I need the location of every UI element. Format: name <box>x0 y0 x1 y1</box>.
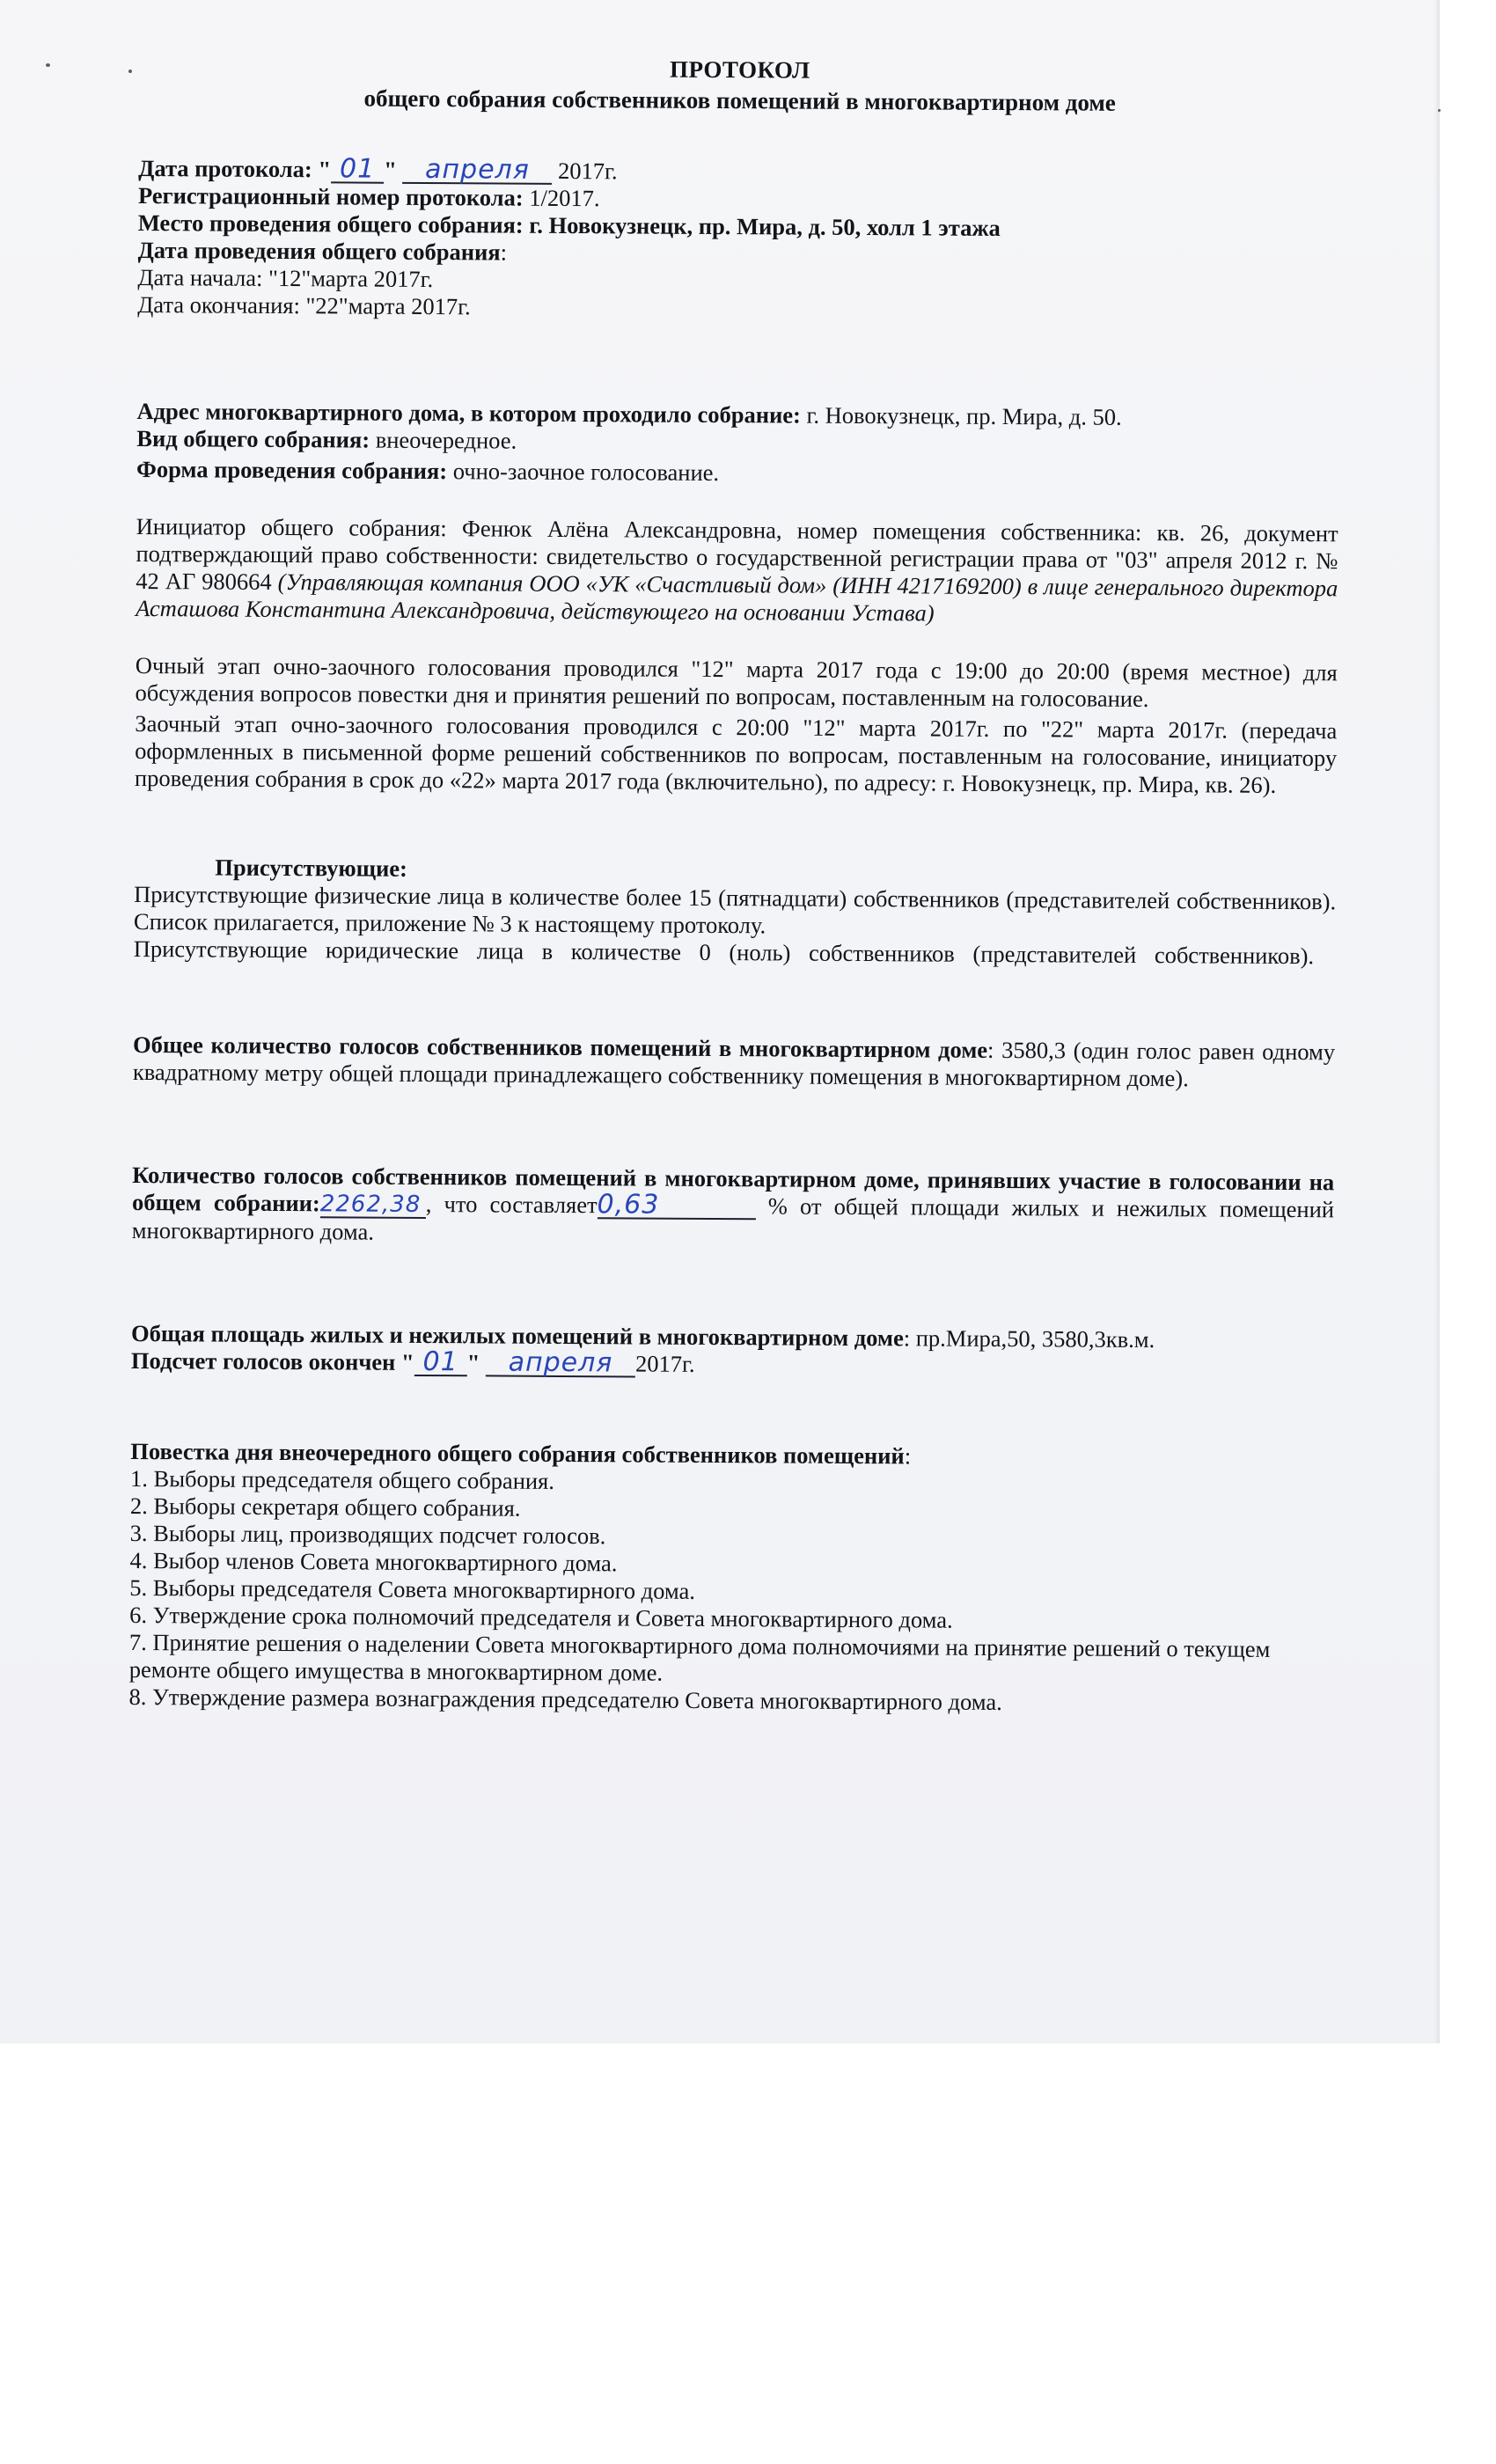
agenda-item: 6. Утверждение срока полномочий председателя и Совета многоквартирного дома. <box>129 1601 953 1633</box>
agenda-item: 8. Утверждение размера вознаграждения председателю Совета многоквартирного дома. <box>128 1683 1002 1716</box>
meeting-form: Форма проведения собрания: очно-заочное голосование. <box>136 455 720 487</box>
title: ПРОТОКОЛ <box>669 55 810 84</box>
document-title <box>139 53 1341 118</box>
agenda-item: 5. Выборы председателя Совета многоквартирного дома. <box>129 1573 696 1604</box>
total-area: Общая площадь жилых и нежилых помещений в многоквартирном доме: пр.Мира,50, 3580,3кв.м. <box>131 1319 1155 1353</box>
total-votes: Общее количество голосов собственников помещений в многоквартирном доме: 3580,3 (один голос равен одному квадратному метру общей площади принадлежащего собственнику помещения в многоквартирном доме). <box>132 1030 1336 1092</box>
agenda-section <box>128 1438 1332 1718</box>
agenda-list <box>128 1465 1332 1718</box>
protocol-date: Дата протокола: " 01 " апреля 2017г. <box>138 153 618 186</box>
handwritten-month: апреля <box>402 158 552 185</box>
attendees-heading: Присутствующие: <box>215 854 407 882</box>
agenda-item: 2. Выборы секретаря общего собрания. <box>129 1492 521 1522</box>
meeting-place: Место проведения общего собрания: г. Новокузнецк, пр. Мира, д. 50, холл 1 этажа <box>137 209 1001 241</box>
agenda-item: 4. Выбор членов Совета многоквартирного дома. <box>129 1546 618 1577</box>
building-address: Адрес многоквартирного дома, в котором проходило собрание: г. Новокузнецк, пр. Мира, д. 50. <box>136 397 1122 430</box>
participated-votes: Количество голосов собственников помещений в многоквартирном доме, принявших участие в голосовании на общем собрании:2262,38 , что составляет0,63 % от общей площади жилых и нежилых помещений многоквартирного дома. <box>131 1161 1335 1245</box>
handwritten-votes: 2262,38 <box>320 1192 426 1219</box>
scan-speck <box>1438 109 1441 112</box>
start-date: Дата начала: "12"марта 2017г. <box>137 263 434 293</box>
meeting-date-heading: Дата проведения общего собрания: <box>137 236 508 266</box>
agenda-item: 3. Выборы лиц, производящих подсчет голосов. <box>129 1519 606 1550</box>
handwritten-month: апреля <box>486 1350 635 1377</box>
protocol-document <box>128 53 1340 1718</box>
remote-stage: Заочный этап очно-заочного голосования проводился с 20:00 "12" марта 2017г. по "22" марта 2017г. (передача оформленных в письменной форме решений собственников по вопросам, поставленным на голосование, инициатору проведения собрания в срок до «22» марта 2017 года (включительно), по адресу: г. Новокузнецк, пр. Мира, кв. 26). <box>134 709 1338 798</box>
registration-number: Регистрационный номер протокола: 1/2017. <box>137 181 600 212</box>
attendees-legal-entities: Присутствующие юридические лица в количестве 0 (ноль) собственников (представителей собственников). <box>133 935 1315 970</box>
initiator-paragraph: Инициатор общего собрания: Фенюк Алёна Александровна, номер помещения собственника: кв. 26, документ подтверждающий право собственности: свидетельство о государственной регистрации права от "03" апреля 2012 г. № 42 АГ 980664 (Управляющая компания ООО «УК «Счастливый дом» (ИНН 4217169200) в лице генерального директора Асташова Константина Александровича, действующего на основании Устава) <box>136 512 1338 627</box>
meeting-info <box>136 398 1339 490</box>
end-date: Дата окончания: "22"марта 2017г. <box>137 290 471 320</box>
protocol-meta <box>137 155 1340 326</box>
scan-speck <box>128 70 132 73</box>
handwritten-day: 01 <box>331 157 384 183</box>
agenda-heading: Повестка дня внеочередного общего собрания собственников помещений: <box>130 1437 912 1470</box>
scan-speck <box>46 63 50 67</box>
subtitle: общего собрания собственников помещений в многоквартирном доме <box>363 84 1116 116</box>
area-section <box>131 1320 1333 1382</box>
attendees-section <box>134 854 1337 970</box>
in-person-stage: Очный этап очно-заочного голосования проводился "12" марта 2017 года с 19:00 до 20:00 (время местное) для обсуждения вопросов повестки дня и принятия решений по вопросам, поставленным на голосование. <box>135 651 1338 713</box>
handwritten-day: 01 <box>414 1350 467 1376</box>
vote-count-finished: Подсчет голосов окончен " 01 " апреля 2017г. <box>130 1346 695 1379</box>
handwritten-percent: 0,63 <box>598 1192 756 1220</box>
attendees-individuals: Присутствующие физические лица в количестве более 15 (пятнадцати) собственников (представителей собственников). Список прилагается, приложение № 3 к настоящему протоколу. <box>133 880 1337 939</box>
agenda-item: 7. Принятие решения о наделении Совета многоквартирного дома полномочиями на принятие решений о текущем ремонте общего имущества в многоквартирном доме. <box>128 1628 1271 1686</box>
meeting-type: Вид общего собрания: внеочередное. <box>136 424 517 454</box>
agenda-item: 1. Выборы председателя общего собрания. <box>130 1464 555 1494</box>
